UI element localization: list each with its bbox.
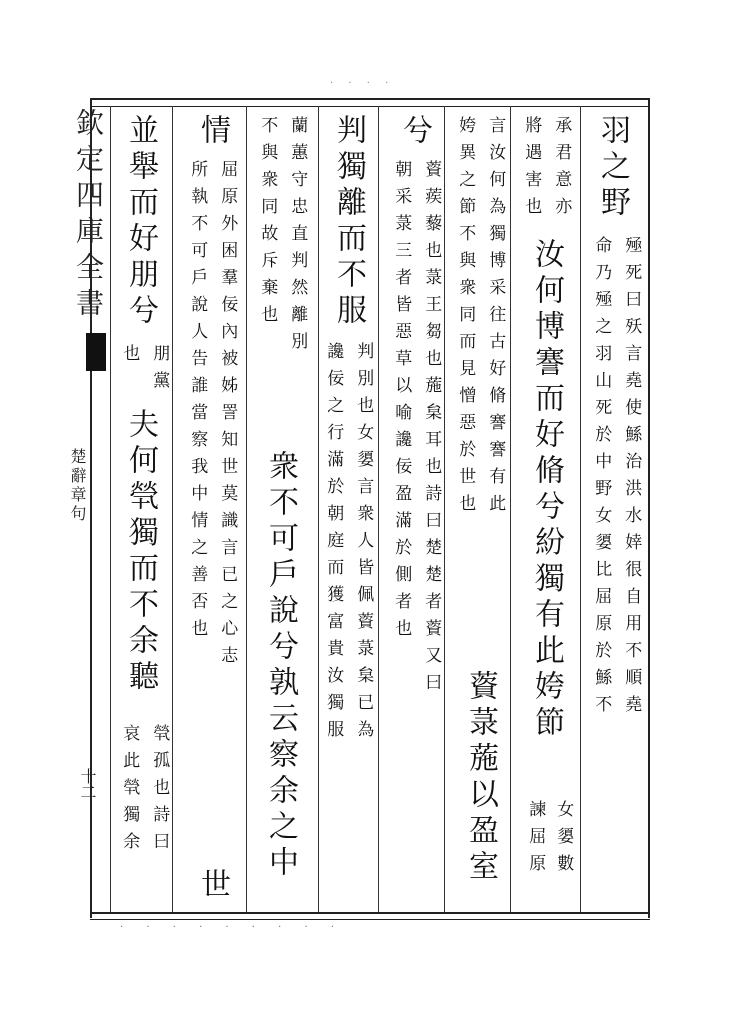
note-text-col3a: 言汝何為獨博采往古好脩謇謇有此	[485, 116, 506, 521]
main-text-col6: 衆不可戶說兮孰云察余之中	[263, 450, 298, 882]
note-text-col1a: 殛死曰殀言堯使鯀治洪水婞很自用不順堯	[621, 236, 642, 722]
main-text-col5: 判獨離而不服	[331, 114, 366, 330]
note-text-col7b: 所執不可戶說人告誰當察我中情之善否也	[187, 160, 208, 646]
note-text-col6a: 蘭蕙守忠直判然離別	[287, 116, 308, 359]
column-divider	[378, 106, 379, 912]
column-divider	[444, 106, 445, 912]
main-text-col4: 薋菉葹以盈室	[463, 670, 498, 886]
note-text-col5a: 判別也女嬃言衆人皆佩薋菉枲已為	[353, 342, 374, 747]
main-text-col7: 情	[195, 114, 230, 150]
spine-title: 欽定四庫全書	[72, 108, 105, 324]
note-text-col8c: 煢孤也詩曰	[149, 724, 170, 859]
main-text-col7-end: 世	[195, 868, 230, 904]
note-text-col7a: 屈原外困羣佞內被姊詈知世莫識言已之心志	[217, 160, 238, 673]
note-text-col8a: 朋黨	[149, 344, 170, 398]
note-text-col6b: 不與衆同故斥棄也	[257, 116, 278, 332]
note-text-col1b: 命乃殛之羽山死於中野女嬃比屈原於鯀不	[591, 236, 612, 722]
margin-book-title: 楚辭章句	[68, 448, 87, 524]
scan-noise-top: · · · ·	[330, 78, 395, 89]
column-divider	[172, 106, 173, 912]
note-text-col5b: 讒佞之行滿於朝庭而獲富貴汝獨服	[323, 342, 344, 747]
main-text-col1: 羽之野	[595, 114, 630, 222]
note-text-col2c: 女嬃數	[553, 800, 574, 881]
main-text-col4-lead: 兮	[397, 114, 432, 150]
note-text-col4a: 薋蒺藜也菉王芻也葹枲耳也詩曰楚楚者薋又曰	[421, 160, 442, 700]
note-text-col2d: 諫屈原	[525, 800, 546, 881]
note-text-col8b: 也	[119, 344, 140, 371]
margin-page-number: 十二	[78, 768, 97, 800]
column-divider	[110, 106, 111, 912]
note-text-col8d: 哀此煢獨余	[119, 724, 140, 859]
column-divider	[246, 106, 247, 912]
main-text-col8-b: 夫何煢獨而不余聽	[123, 408, 158, 696]
main-text-col8: 並舉而好朋兮	[123, 114, 158, 330]
spine-fishtail-mark	[86, 333, 106, 371]
bottom-border-rule	[90, 912, 650, 920]
note-text-col4b: 朝采菉三者皆惡草以喻讒佞盈滿於側者也	[391, 160, 412, 646]
column-divider	[510, 106, 511, 912]
note-text-col2b: 將遇害也	[521, 116, 542, 224]
main-text-col2: 汝何博謇而好脩兮紛獨有此姱節	[529, 238, 564, 742]
column-divider	[580, 106, 581, 912]
top-border-rule	[90, 98, 650, 107]
scan-noise-bottom: · · · · · · · · ·	[120, 922, 345, 933]
right-border-rule	[648, 98, 650, 918]
column-divider	[318, 106, 319, 912]
note-text-col3b: 姱異之節不與衆同而見憎惡於世也	[455, 116, 476, 521]
note-text-col2a: 承君意亦	[551, 116, 572, 224]
